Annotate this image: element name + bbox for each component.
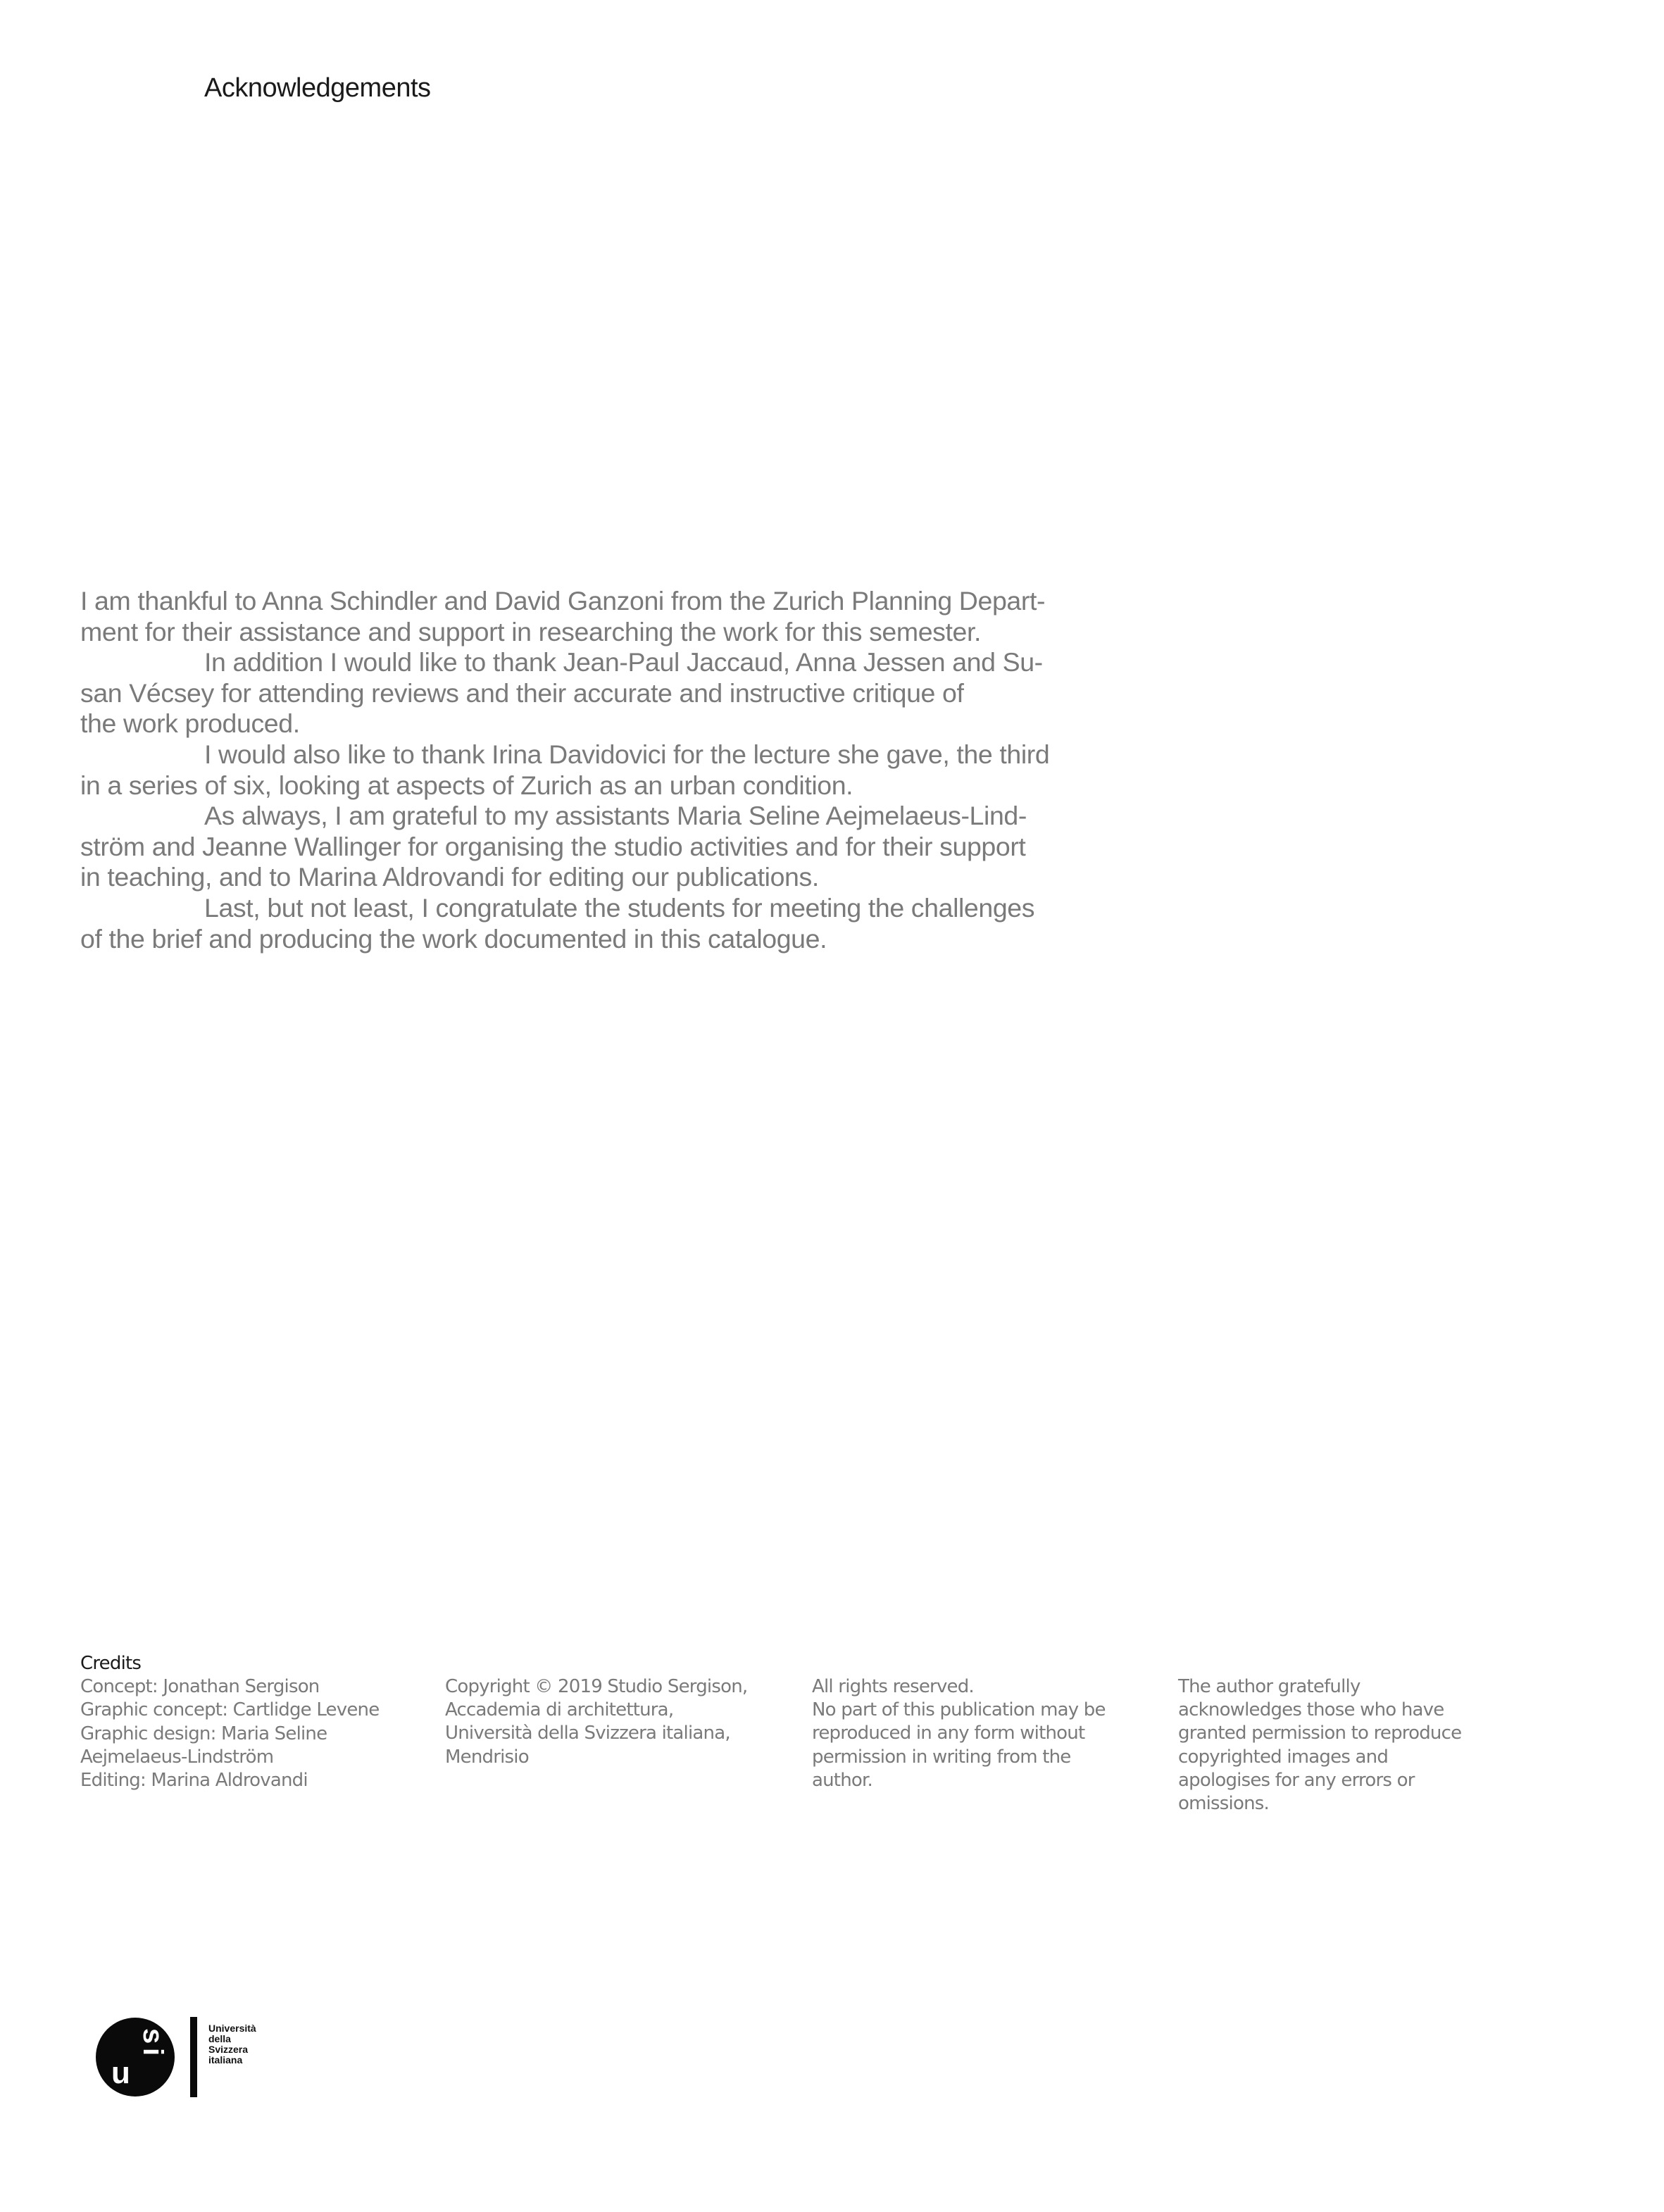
copyright-line: Mendrisio [445, 1746, 529, 1768]
body-line: Last, but not least, I congratulate the students for meeting the challenges [204, 892, 1035, 923]
usi-logo-letter-i: i [137, 2048, 168, 2056]
usi-wordmark-line: della [208, 2033, 231, 2044]
rights-line: No part of this publication may be [812, 1699, 1106, 1721]
rights-line: permission in writing from the [812, 1746, 1071, 1768]
credits-line: Aejmelaeus-Lindström [80, 1746, 274, 1768]
copyright-column [445, 1675, 747, 1769]
permissions-column [1178, 1675, 1461, 1816]
credits-line: Graphic design: Maria Seline [80, 1723, 327, 1744]
body-line: the work produced. [80, 708, 300, 739]
permissions-line: copyrighted images and [1178, 1746, 1389, 1768]
copyright-line: Accademia di architettura, [445, 1699, 674, 1721]
body-line: in a series of six, looking at aspects of Zurich as an urban condition. [80, 770, 853, 800]
body-line: I am thankful to Anna Schindler and David Ganzoni from the Zurich Planning Depart- [80, 586, 1046, 616]
credits-title: Credits [80, 1653, 142, 1674]
usi-wordmark-line: Università [208, 2023, 256, 2034]
acknowledgements-body [80, 586, 1179, 954]
permissions-line: omissions. [1178, 1793, 1269, 1815]
usi-logo-letter-u: u [111, 2056, 130, 2090]
rights-line: All rights reserved. [812, 1676, 974, 1697]
body-line: As always, I am grateful to my assistants Maria Seline Aejmelaeus-Lind- [204, 801, 1027, 831]
copyright-line: Università della Svizzera italiana, [445, 1723, 730, 1744]
credits-column-1 [80, 1652, 379, 1792]
rights-line: reproduced in any form without [812, 1723, 1085, 1744]
usi-logo-letter-s: s [137, 2028, 168, 2044]
usi-logo-bar [190, 2017, 197, 2097]
body-line: ström and Jeanne Wallinger for organising the studio activities and for their support [80, 831, 1026, 861]
credits-line: Concept: Jonathan Sergison [80, 1676, 320, 1698]
body-line: in teaching, and to Marina Aldrovandi for editing our publications. [80, 862, 819, 892]
usi-wordmark-line: italiana [208, 2054, 243, 2066]
credits-line: Editing: Marina Aldrovandi [80, 1770, 308, 1792]
credits-line: Graphic concept: Cartlidge Levene [80, 1699, 380, 1721]
rights-column [812, 1675, 1106, 1792]
body-line: of the brief and producing the work documented in this catalogue. [80, 923, 827, 954]
copyright-line: Copyright © 2019 Studio Sergison, [445, 1676, 748, 1697]
body-line: I would also like to thank Irina Davidovici for the lecture she gave, the third [204, 739, 1050, 769]
usi-wordmark-line: Svizzera [208, 2044, 249, 2055]
permissions-line: acknowledges those who have [1178, 1699, 1444, 1721]
permissions-line: granted permission to reproduce [1178, 1723, 1462, 1744]
permissions-line: The author gratefully [1178, 1676, 1360, 1697]
body-line: san Vécsey for attending reviews and their accurate and instructive critique of [80, 677, 964, 708]
permissions-line: apologises for any errors or [1178, 1769, 1415, 1791]
body-line: ment for their assistance and support in researching the work for this semester. [80, 616, 982, 646]
rights-line: author. [812, 1769, 872, 1791]
usi-logo-wordmark [208, 2023, 256, 2066]
body-line: In addition I would like to thank Jean-Paul Jaccaud, Anna Jessen and Su- [204, 647, 1043, 677]
page-title: Acknowledgements [204, 73, 431, 103]
